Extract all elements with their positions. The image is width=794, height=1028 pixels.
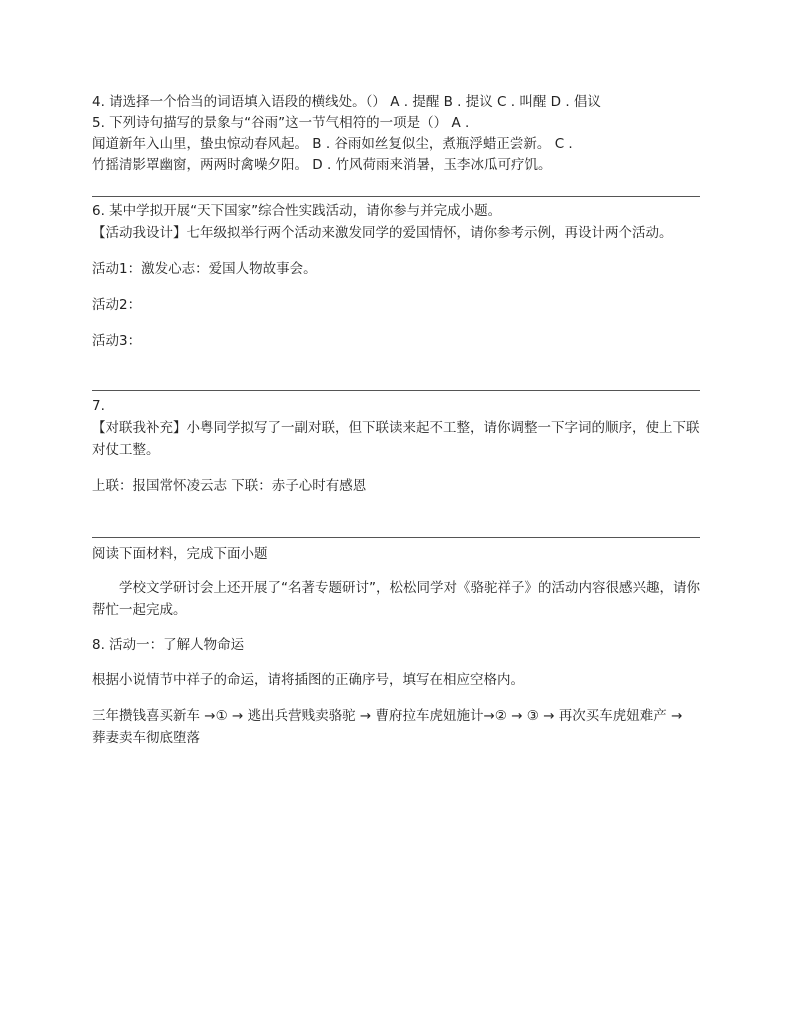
plot-sequence: 三年攒钱喜买新车 →① → 逃出兵营贱卖骆驼 → 曹府拉车虎妞施计→② → ③ → 再次买车虎妞难产 → 葬妻卖车彻底堕落 xyxy=(92,708,683,746)
activity-1: 活动1：激发心志：爱国人物故事会。 xyxy=(92,261,317,277)
activity-2: 活动2： xyxy=(92,297,142,313)
question-5-line-2: 闻道新年入山里，蛰虫惊动春风起。 B . 谷雨如丝复似尘，煮瓶浮蜡正尝新。 C . xyxy=(92,136,573,152)
reading-intro: 阅读下面材料，完成下面小题 xyxy=(92,546,268,562)
question-5 xyxy=(92,113,700,176)
question-6 xyxy=(92,201,700,352)
question-6-intro: 6. 某中学拟开展“天下国家”综合性实践活动，请你参与并完成小题。 xyxy=(92,203,502,219)
question-7-task: 【对联我补充】小粤同学拟写了一副对联，但下联读来起不工整，请你调整一下字词的顺序，使上下联对仗工整。 xyxy=(92,420,700,458)
question-8-instruction: 根据小说情节中祥子的命运，请将插图的正确序号，填写在相应空格内。 xyxy=(92,672,524,688)
reading-section xyxy=(92,544,700,621)
question-6-task: 【活动我设计】七年级拟举行两个活动来激发同学的爱国情怀，请你参考示例，再设计两个活动。 xyxy=(92,225,673,241)
section-divider xyxy=(92,196,700,197)
section-divider xyxy=(92,537,700,538)
question-8 xyxy=(92,635,700,749)
question-8-title: 8. 活动一：了解人物命运 xyxy=(92,637,245,653)
reading-passage: 学校文学研讨会上还开展了“名著专题研讨”，松松同学对《骆驼祥子》的活动内容很感兴趣，请你帮忙一起完成。 xyxy=(92,580,700,618)
activity-3: 活动3： xyxy=(92,333,142,349)
document-page xyxy=(92,92,700,749)
question-7 xyxy=(92,396,700,497)
question-5-line-3: 竹摇清影罩幽窗，两两时禽噪夕阳。 D . 竹风荷雨来消暑，玉李冰瓜可疗饥。 xyxy=(92,157,552,173)
question-4: 4. 请选择一个恰当的词语填入语段的横线处。（） A . 提醒 B . 提议 C . 叫醒 D . 倡议 xyxy=(92,94,601,110)
section-divider xyxy=(92,390,700,391)
couplet: 上联：报国常怀凌云志 下联：赤子心时有感恩 xyxy=(92,478,367,494)
question-7-number: 7. xyxy=(92,398,105,414)
question-5-line-1: 5. 下列诗句描写的景象与“谷雨”这一节气相符的一项是（） A . xyxy=(92,115,470,131)
